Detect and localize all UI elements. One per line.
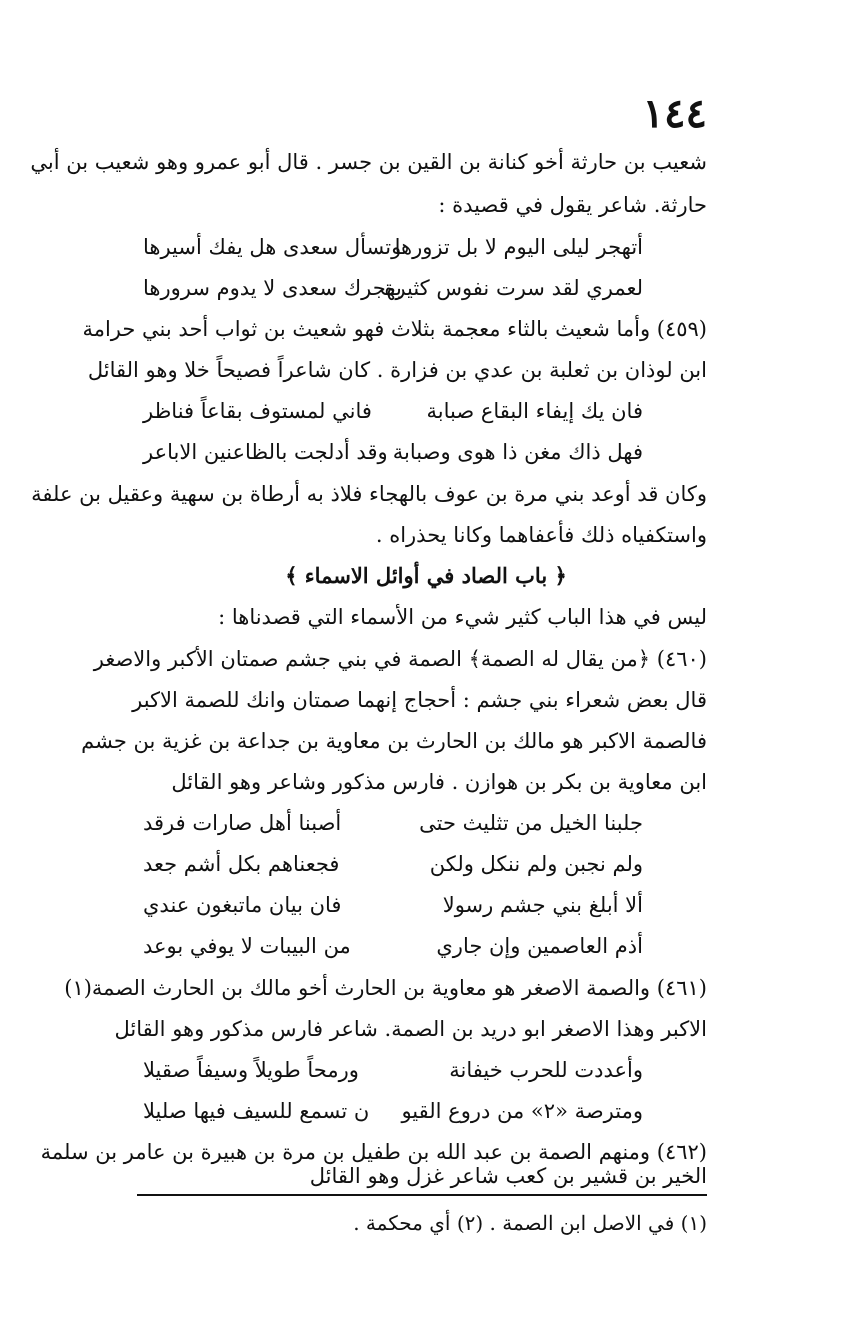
verse-line bbox=[143, 1054, 643, 1086]
verse-second-hemistich: ن تسمع للسيف فيها صليلا bbox=[143, 1099, 370, 1123]
verse-first-hemistich: ومترصة «٢» من دروع القيو bbox=[401, 1099, 643, 1123]
verse-line bbox=[143, 889, 643, 921]
verse-first-hemistich: جلبنا الخيل من تثليث حتى bbox=[419, 811, 643, 835]
verse-second-hemistich: أصبنا أهل صارات فرقد bbox=[143, 811, 342, 835]
verse-first-hemistich: لعمري لقد سرت نفوس كثيرة bbox=[384, 276, 643, 300]
prose-line: قال بعض شعراء بني جشم : أحجاج إنهما صمتان وانك للصمة الاكبر bbox=[132, 688, 707, 712]
verse-line bbox=[143, 1095, 643, 1127]
verse-second-hemistich: وتسأل سعدى هل يفك أسيرها bbox=[143, 235, 402, 259]
prose-line: (٤٦١) والصمة الاصغر هو معاوية بن الحارث أخو مالك بن الحارث الصمة(١) bbox=[64, 976, 707, 1000]
verse-first-hemistich: وأعددت للحرب خيفانة bbox=[449, 1058, 643, 1082]
verse-second-hemistich: بهجرك سعدى لا يدوم سرورها bbox=[143, 276, 402, 300]
verse-second-hemistich: وقد أدلجت بالظاعنين الاباعر bbox=[143, 440, 388, 464]
verse-second-hemistich: فان بيان ماتبغون عندي bbox=[143, 893, 342, 917]
verse-second-hemistich: فاني لمستوف بقاعاً فناظر bbox=[143, 399, 372, 423]
prose-line: (٤٦٠) ﴿من يقال له الصمة﴾ الصمة في بني جشم صمتان الأكبر والاصغر bbox=[93, 647, 707, 671]
verse-first-hemistich: فهل ذاك مغن ذا هوى وصبابة bbox=[392, 440, 643, 464]
prose-line: الخير بن قشير بن كعب شاعر غزل وهو القائل bbox=[309, 1164, 707, 1188]
verse-line bbox=[143, 436, 643, 468]
verse-line bbox=[143, 930, 643, 962]
prose-line: شعيب بن حارثة أخو كنانة بن القين بن جسر . قال أبو عمرو وهو شعيب بن أبي bbox=[30, 150, 707, 174]
prose-line: ابن معاوية بن بكر بن هوازن . فارس مذكور وشاعر وهو القائل bbox=[171, 770, 707, 794]
verse-first-hemistich: أتهجر ليلى اليوم لا بل تزورها bbox=[394, 235, 643, 259]
verse-first-hemistich: ولم نجبن ولم ننكل ولكن bbox=[429, 852, 643, 876]
prose-line: ليس في هذا الباب كثير شيء من الأسماء التي قصدناها : bbox=[218, 605, 707, 629]
verse-line bbox=[143, 395, 643, 427]
verse-second-hemistich: من البيبات لا يوفي بوعد bbox=[143, 934, 351, 958]
page-number: ١٤٤ bbox=[642, 90, 707, 137]
verse-second-hemistich: فجعناهم بكل أشم جعد bbox=[143, 852, 340, 876]
prose-line: حارثة. شاعر يقول في قصيدة : bbox=[438, 193, 707, 217]
prose-line: (٤٦٢) ومنهم الصمة بن عبد الله بن طفيل بن مرة بن هبيرة بن عامر بن سلمة bbox=[40, 1140, 707, 1164]
verse-line bbox=[143, 807, 643, 839]
verse-first-hemistich: فان يك إيفاء البقاع صبابة bbox=[426, 399, 643, 423]
prose-line: واستكفياه ذلك فأعفاهما وكانا يحذراه . bbox=[375, 523, 707, 547]
footnote: (١) في الاصل ابن الصمة . (٢) أي محكمة . bbox=[353, 1211, 707, 1235]
verse-line bbox=[143, 231, 643, 263]
verse-second-hemistich: ورمحاً طويلاً وسيفاً صقيلا bbox=[143, 1058, 359, 1082]
footnote-rule bbox=[137, 1194, 707, 1196]
prose-line: (٤٥٩) وأما شعيث بالثاء معجمة بثلاث فهو شعيث بن ثواب أحد بني حرامة bbox=[82, 317, 707, 341]
prose-line: فالصمة الاكبر هو مالك بن الحارث بن معاوية بن جداعة بن غزية بن جشم bbox=[81, 729, 707, 753]
verse-line bbox=[143, 848, 643, 880]
prose-line: ابن لوذان بن ثعلبة بن عدي بن فزارة . كان شاعراً فصيحاً خلا وهو القائل bbox=[87, 358, 707, 382]
prose-line: الاكبر وهذا الاصغر ابو دريد بن الصمة. شاعر فارس مذكور وهو القائل bbox=[114, 1017, 707, 1041]
verse-line bbox=[143, 272, 643, 304]
verse-first-hemistich: أذم العاصمين وإن جاري bbox=[436, 934, 643, 958]
verse-first-hemistich: ألا أبلغ بني جشم رسولا bbox=[442, 893, 643, 917]
prose-line: وكان قد أوعد بني مرة بن عوف بالهجاء فلاذ به أرطاة بن سهية وعقيل بن علفة bbox=[31, 482, 707, 506]
chapter-heading: ﴿ باب الصاد في أوائل الاسماء ﴾ bbox=[285, 563, 567, 588]
